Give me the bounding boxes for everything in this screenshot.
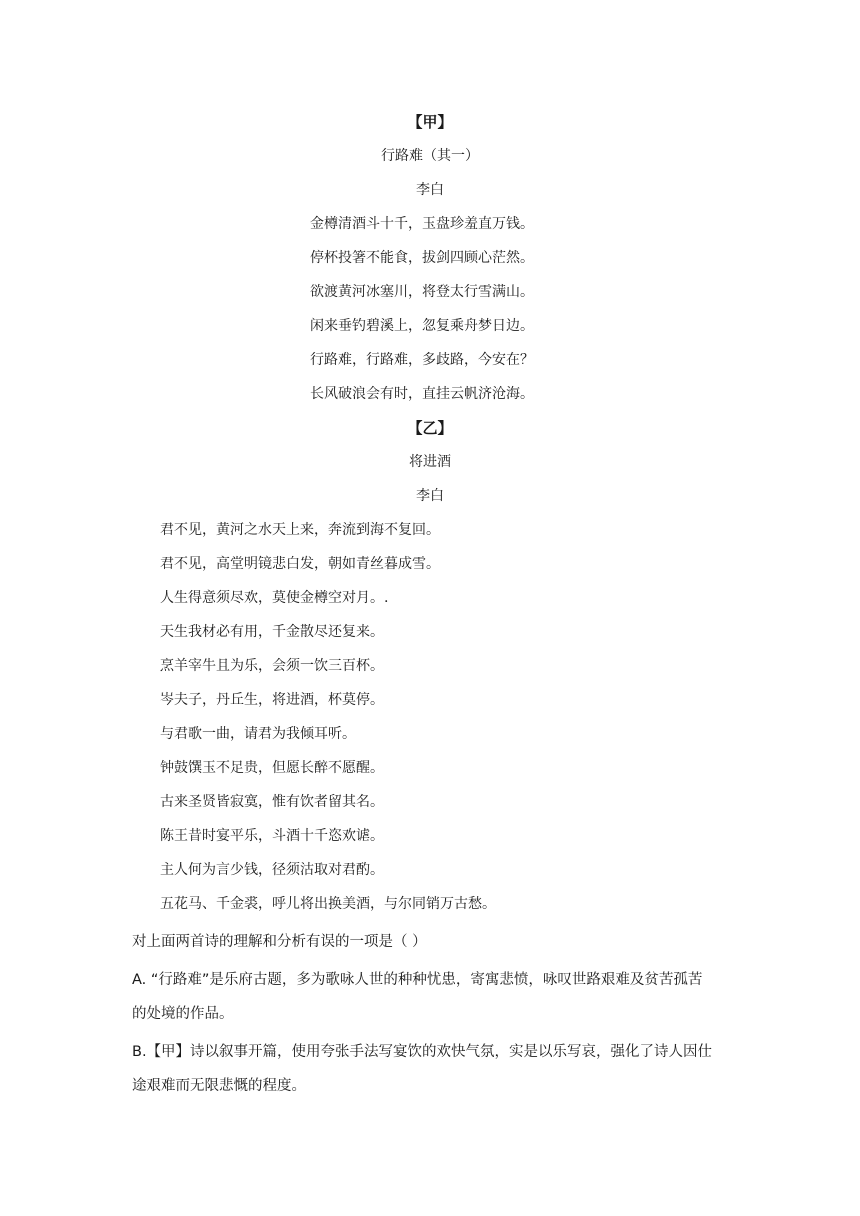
poem-a-line: 行路难，行路难，多歧路，今安在？ — [310, 352, 534, 368]
poem-b-line: 烹羊宰牛且为乐，会须一饮三百杯。 — [160, 658, 384, 674]
poem-a-marker: 【甲】 — [407, 113, 453, 131]
poem-a-line: 金樽清酒斗十千，玉盘珍羞直万钱。 — [310, 216, 534, 232]
poem-b-line: 钟鼓馔玉不足贵，但愿长醉不愿醒。 — [160, 760, 384, 776]
poem-a-line: 长风破浪会有时，直挂云帆济沧海。 — [310, 386, 534, 402]
poem-b-author: 李白 — [416, 488, 444, 504]
poem-b-line: 主人何为言少钱，径须沽取对君酌。 — [160, 862, 384, 878]
poem-a-line: 闲来垂钓碧溪上，忽复乘舟梦日边。 — [310, 318, 534, 334]
poem-b-line: 五花马、千金裘，呼儿将出换美酒，与尔同销万古愁。 — [160, 896, 496, 912]
option-a-line-2: 的处境的作品。 — [132, 1006, 234, 1022]
poem-b-line: 人生得意须尽欢，莫使金樽空对月。. — [160, 590, 389, 606]
poem-b-line: 与君歌一曲，请君为我倾耳听。 — [160, 726, 356, 742]
poem-a-line: 欲渡黄河冰塞川，将登太行雪满山。 — [310, 284, 534, 300]
poem-b-line: 君不见，黄河之水天上来，奔流到海不复回。 — [160, 522, 440, 538]
poem-b-marker: 【乙】 — [407, 419, 453, 437]
poem-a-title: 行路难（其一） — [381, 148, 479, 164]
option-b-line-2: 途艰难而无限悲慨的程度。 — [132, 1078, 306, 1094]
poem-b-title: 将进酒 — [409, 454, 451, 470]
option-b-line-1: B.【甲】诗以叙事开篇，使用夸张手法写宴饮的欢快气氛，实是以乐写哀，强化了诗人因仕 — [132, 1044, 713, 1060]
question-stem: 对上面两首诗的理解和分析有误的一项是（ ） — [132, 934, 427, 950]
poem-a-line: 停杯投箸不能食，拔剑四顾心茫然。 — [310, 250, 534, 266]
poem-b-line: 岑夫子，丹丘生，将进酒，杯莫停。 — [160, 692, 384, 708]
poem-b-line: 天生我材必有用，千金散尽还复来。 — [160, 624, 384, 640]
poem-a-author: 李白 — [416, 182, 444, 198]
option-a-line-1: A. “行路难”是乐府古题，多为歌咏人世的种种忧患，寄寓悲愤，咏叹世路艰难及贫苦孤苦 — [132, 972, 703, 988]
poem-b-line: 君不见，高堂明镜悲白发，朝如青丝暮成雪。 — [160, 556, 440, 572]
poem-b-line: 陈王昔时宴平乐，斗酒十千恣欢谑。 — [160, 828, 384, 844]
poem-b-line: 古来圣贤皆寂寞，惟有饮者留其名。 — [160, 794, 384, 810]
